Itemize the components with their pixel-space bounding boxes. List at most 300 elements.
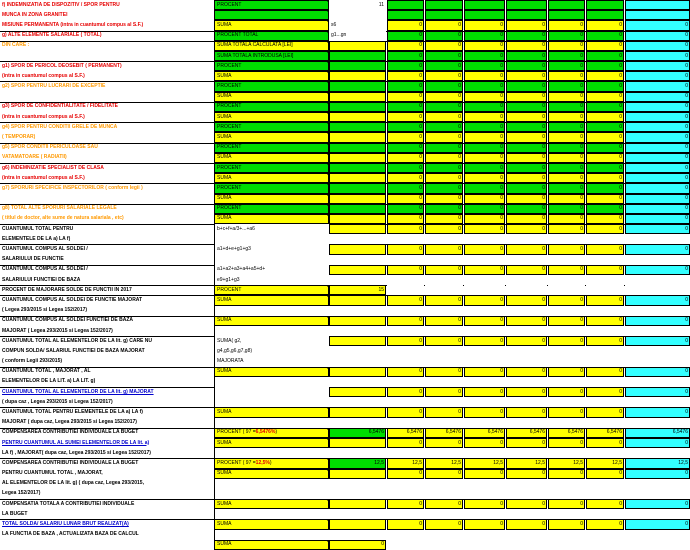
value-type-cell[interactable] <box>214 397 329 407</box>
data-cell[interactable]: 0 <box>548 81 585 91</box>
total-cell[interactable] <box>625 306 690 316</box>
value-type-cell[interactable] <box>214 540 329 550</box>
data-cell[interactable]: 0 <box>387 92 424 102</box>
data-cell[interactable] <box>506 509 547 519</box>
data-cell[interactable]: 0 <box>387 61 424 71</box>
data-cell[interactable] <box>425 397 463 407</box>
total-cell[interactable]: 0 <box>625 122 690 132</box>
data-cell[interactable]: 0 <box>548 469 585 479</box>
data-cell[interactable]: 0 <box>506 143 547 153</box>
data-cell[interactable] <box>387 540 424 550</box>
value-type-cell[interactable] <box>214 92 329 102</box>
data-cell[interactable]: 0 <box>548 214 585 224</box>
data-cell[interactable] <box>548 356 585 366</box>
value-type-cell[interactable] <box>214 458 329 468</box>
input-value-cell[interactable] <box>329 132 386 142</box>
data-cell[interactable]: 0 <box>387 469 424 479</box>
data-cell[interactable] <box>387 306 424 316</box>
data-cell[interactable]: 0 <box>548 519 585 529</box>
data-cell[interactable]: 0 <box>548 71 585 81</box>
data-cell[interactable]: 0 <box>548 204 585 214</box>
input-value-cell[interactable] <box>329 122 386 132</box>
data-cell[interactable]: 0 <box>425 407 463 417</box>
data-cell[interactable] <box>387 448 424 458</box>
data-cell[interactable] <box>548 234 585 244</box>
data-cell[interactable]: 0 <box>425 194 463 204</box>
total-cell[interactable]: 0 <box>625 469 690 479</box>
data-cell[interactable]: 0 <box>464 316 505 326</box>
input-value-cell[interactable] <box>329 367 386 377</box>
data-cell[interactable]: 0 <box>464 183 505 193</box>
data-cell[interactable]: 0 <box>586 132 624 142</box>
data-cell[interactable]: 12,5 <box>387 458 424 468</box>
data-cell[interactable]: 0 <box>586 194 624 204</box>
value-type-cell[interactable] <box>214 387 329 397</box>
data-cell[interactable]: 0 <box>586 265 624 275</box>
data-cell[interactable] <box>586 255 624 265</box>
data-cell[interactable]: 0 <box>425 244 463 254</box>
input-value-cell[interactable] <box>329 407 386 417</box>
data-cell[interactable]: 0 <box>586 469 624 479</box>
data-cell[interactable]: 0 <box>387 519 424 529</box>
data-cell[interactable] <box>387 10 424 20</box>
total-cell[interactable]: 0 <box>625 387 690 397</box>
data-cell[interactable] <box>586 285 624 295</box>
data-cell[interactable]: 0 <box>548 194 585 204</box>
data-cell[interactable] <box>586 418 624 428</box>
data-cell[interactable] <box>586 540 624 550</box>
data-cell[interactable]: 0 <box>464 214 505 224</box>
data-cell[interactable]: 0 <box>425 224 463 234</box>
data-cell[interactable]: 0 <box>548 163 585 173</box>
data-cell[interactable]: 0 <box>506 163 547 173</box>
total-cell[interactable] <box>625 234 690 244</box>
data-cell[interactable]: 0 <box>425 214 463 224</box>
data-cell[interactable]: 0 <box>586 244 624 254</box>
data-cell[interactable]: 6,5476 <box>387 428 424 438</box>
input-value-cell[interactable] <box>329 51 386 61</box>
total-cell[interactable]: 0 <box>625 407 690 417</box>
data-cell[interactable]: 0 <box>506 51 547 61</box>
data-cell[interactable]: 0 <box>586 163 624 173</box>
data-cell[interactable]: 0 <box>387 41 424 51</box>
data-cell[interactable] <box>506 356 547 366</box>
data-cell[interactable] <box>464 448 505 458</box>
data-cell[interactable]: 0 <box>586 438 624 448</box>
data-cell[interactable] <box>586 356 624 366</box>
input-value-cell[interactable] <box>329 204 386 214</box>
data-cell[interactable] <box>464 346 505 356</box>
input-value-cell[interactable] <box>329 183 386 193</box>
input-value-cell[interactable] <box>329 173 386 183</box>
value-type-cell[interactable] <box>214 295 329 305</box>
data-cell[interactable]: 0 <box>506 295 547 305</box>
value-type-cell[interactable] <box>214 51 329 61</box>
value-type-cell[interactable] <box>214 346 329 356</box>
data-cell[interactable]: 0 <box>425 163 463 173</box>
data-cell[interactable]: 0 <box>425 81 463 91</box>
value-type-cell[interactable] <box>214 234 329 244</box>
value-type-cell[interactable] <box>214 509 329 519</box>
data-cell[interactable] <box>506 479 547 489</box>
input-value-cell[interactable] <box>329 356 386 366</box>
data-cell[interactable]: 0 <box>387 153 424 163</box>
data-cell[interactable]: 0 <box>464 163 505 173</box>
data-cell[interactable] <box>464 10 505 20</box>
data-cell[interactable]: 0 <box>586 61 624 71</box>
data-cell[interactable]: 0 <box>464 244 505 254</box>
data-cell[interactable]: 0 <box>425 132 463 142</box>
data-cell[interactable]: 0 <box>387 499 424 509</box>
data-cell[interactable]: 0 <box>586 214 624 224</box>
data-cell[interactable]: 0 <box>548 295 585 305</box>
data-cell[interactable]: 0 <box>387 163 424 173</box>
input-value-cell[interactable] <box>329 509 386 519</box>
data-cell[interactable]: 0 <box>464 224 505 234</box>
data-cell[interactable] <box>425 356 463 366</box>
value-type-cell[interactable] <box>214 0 329 10</box>
data-cell[interactable]: 0 <box>586 102 624 112</box>
data-cell[interactable]: 0 <box>387 194 424 204</box>
data-cell[interactable] <box>506 306 547 316</box>
value-type-cell[interactable] <box>214 10 329 20</box>
total-cell[interactable]: 0 <box>625 316 690 326</box>
data-cell[interactable]: 0 <box>548 143 585 153</box>
input-value-cell[interactable] <box>329 306 386 316</box>
data-cell[interactable]: 0 <box>425 112 463 122</box>
data-cell[interactable] <box>548 255 585 265</box>
data-cell[interactable]: 0 <box>464 295 505 305</box>
total-cell[interactable] <box>625 397 690 407</box>
total-cell[interactable]: 0 <box>625 204 690 214</box>
data-cell[interactable] <box>506 377 547 387</box>
data-cell[interactable] <box>464 0 505 10</box>
data-cell[interactable]: 12,5 <box>464 458 505 468</box>
data-cell[interactable]: 0 <box>586 499 624 509</box>
value-type-cell[interactable] <box>214 71 329 81</box>
value-type-cell[interactable] <box>214 438 329 448</box>
data-cell[interactable]: 0 <box>464 519 505 529</box>
input-value-cell[interactable] <box>329 489 386 499</box>
data-cell[interactable]: 0 <box>586 92 624 102</box>
value-type-cell[interactable] <box>214 448 329 458</box>
data-cell[interactable]: 0 <box>506 41 547 51</box>
data-cell[interactable]: 0 <box>425 499 463 509</box>
total-cell[interactable]: 0 <box>625 41 690 51</box>
data-cell[interactable] <box>425 306 463 316</box>
data-cell[interactable] <box>586 377 624 387</box>
data-cell[interactable]: 0 <box>586 367 624 377</box>
data-cell[interactable]: 0 <box>548 173 585 183</box>
data-cell[interactable]: 0 <box>548 265 585 275</box>
data-cell[interactable]: 0 <box>425 153 463 163</box>
data-cell[interactable] <box>548 377 585 387</box>
data-cell[interactable]: 0 <box>387 336 424 346</box>
value-type-cell[interactable] <box>214 183 329 193</box>
total-cell[interactable]: 6,5476 <box>625 428 690 438</box>
data-cell[interactable] <box>586 234 624 244</box>
input-value-cell[interactable] <box>329 295 386 305</box>
data-cell[interactable]: 0 <box>425 92 463 102</box>
value-type-cell[interactable] <box>214 112 329 122</box>
data-cell[interactable] <box>387 377 424 387</box>
data-cell[interactable]: 0 <box>586 224 624 234</box>
value-type-cell[interactable] <box>214 244 329 254</box>
data-cell[interactable]: 0 <box>586 387 624 397</box>
data-cell[interactable]: 0 <box>506 173 547 183</box>
data-cell[interactable] <box>464 326 505 336</box>
data-cell[interactable]: 0 <box>464 194 505 204</box>
input-value-cell[interactable]: g1...gn <box>329 31 386 41</box>
data-cell[interactable]: 0 <box>464 51 505 61</box>
data-cell[interactable]: 0 <box>387 20 424 30</box>
data-cell[interactable] <box>586 489 624 499</box>
input-value-cell[interactable] <box>329 194 386 204</box>
data-cell[interactable] <box>586 509 624 519</box>
data-cell[interactable]: 0 <box>506 122 547 132</box>
input-value-cell[interactable] <box>329 102 386 112</box>
data-cell[interactable] <box>506 10 547 20</box>
input-value-cell[interactable] <box>329 81 386 91</box>
data-cell[interactable] <box>387 275 424 285</box>
data-cell[interactable] <box>387 418 424 428</box>
value-type-cell[interactable] <box>214 418 329 428</box>
input-value-cell[interactable]: 6,5476 <box>329 428 386 438</box>
data-cell[interactable]: 0 <box>548 153 585 163</box>
data-cell[interactable]: 0 <box>387 367 424 377</box>
data-cell[interactable]: 0 <box>548 122 585 132</box>
total-cell[interactable]: 0 <box>625 183 690 193</box>
value-type-cell[interactable] <box>214 326 329 336</box>
data-cell[interactable]: 0 <box>464 112 505 122</box>
input-value-cell[interactable] <box>329 326 386 336</box>
data-cell[interactable]: 0 <box>506 499 547 509</box>
data-cell[interactable]: 6,5476 <box>548 428 585 438</box>
data-cell[interactable]: 12,5 <box>506 458 547 468</box>
total-cell[interactable]: 0 <box>625 214 690 224</box>
data-cell[interactable]: 0 <box>387 387 424 397</box>
data-cell[interactable]: 0 <box>506 20 547 30</box>
data-cell[interactable]: 0 <box>586 153 624 163</box>
data-cell[interactable] <box>425 0 463 10</box>
total-cell[interactable] <box>625 479 690 489</box>
total-cell[interactable]: 0 <box>625 336 690 346</box>
value-type-cell[interactable] <box>214 316 329 326</box>
data-cell[interactable] <box>586 275 624 285</box>
data-cell[interactable] <box>506 448 547 458</box>
total-cell[interactable] <box>625 0 690 10</box>
data-cell[interactable] <box>506 326 547 336</box>
value-type-cell[interactable] <box>214 61 329 71</box>
data-cell[interactable]: 0 <box>506 71 547 81</box>
data-cell[interactable] <box>506 540 547 550</box>
value-type-cell[interactable] <box>214 499 329 509</box>
data-cell[interactable]: 12,5 <box>425 458 463 468</box>
data-cell[interactable] <box>387 285 424 295</box>
data-cell[interactable] <box>464 377 505 387</box>
total-cell[interactable] <box>625 418 690 428</box>
data-cell[interactable]: 0 <box>387 51 424 61</box>
data-cell[interactable] <box>506 275 547 285</box>
input-value-cell[interactable] <box>329 224 386 234</box>
data-cell[interactable]: 0 <box>506 61 547 71</box>
data-cell[interactable]: 0 <box>586 31 624 41</box>
data-cell[interactable] <box>506 397 547 407</box>
data-cell[interactable]: 0 <box>387 438 424 448</box>
data-cell[interactable] <box>464 540 505 550</box>
input-value-cell[interactable] <box>329 10 386 20</box>
input-value-cell[interactable]: 0 <box>329 540 386 550</box>
data-cell[interactable]: 0 <box>548 407 585 417</box>
data-cell[interactable]: 0 <box>548 244 585 254</box>
data-cell[interactable]: 0 <box>586 81 624 91</box>
data-cell[interactable] <box>387 0 424 10</box>
data-cell[interactable]: 0 <box>548 61 585 71</box>
data-cell[interactable] <box>387 509 424 519</box>
value-type-cell[interactable] <box>214 31 329 41</box>
data-cell[interactable]: 0 <box>464 132 505 142</box>
data-cell[interactable]: 0 <box>425 61 463 71</box>
data-cell[interactable]: 0 <box>387 214 424 224</box>
data-cell[interactable]: 0 <box>425 265 463 275</box>
data-cell[interactable]: 0 <box>548 367 585 377</box>
input-value-cell[interactable] <box>329 530 386 540</box>
data-cell[interactable]: 0 <box>387 204 424 214</box>
data-cell[interactable]: 6,5476 <box>586 428 624 438</box>
value-type-cell[interactable] <box>214 41 329 51</box>
value-type-cell[interactable] <box>214 530 329 540</box>
data-cell[interactable]: 0 <box>425 31 463 41</box>
data-cell[interactable] <box>464 306 505 316</box>
data-cell[interactable] <box>506 285 547 295</box>
data-cell[interactable]: 0 <box>506 316 547 326</box>
data-cell[interactable]: 12,5 <box>548 458 585 468</box>
data-cell[interactable]: 0 <box>464 153 505 163</box>
data-cell[interactable] <box>425 275 463 285</box>
data-cell[interactable] <box>506 530 547 540</box>
data-cell[interactable] <box>387 255 424 265</box>
total-cell[interactable] <box>625 540 690 550</box>
value-type-cell[interactable] <box>214 122 329 132</box>
total-cell[interactable]: 0 <box>625 31 690 41</box>
data-cell[interactable] <box>586 397 624 407</box>
data-cell[interactable] <box>548 285 585 295</box>
data-cell[interactable] <box>586 0 624 10</box>
input-value-cell[interactable] <box>329 112 386 122</box>
data-cell[interactable]: 0 <box>548 102 585 112</box>
data-cell[interactable]: 0 <box>548 224 585 234</box>
data-cell[interactable]: 0 <box>464 92 505 102</box>
value-type-cell[interactable] <box>214 519 329 529</box>
data-cell[interactable]: 0 <box>464 143 505 153</box>
data-cell[interactable]: 0 <box>425 102 463 112</box>
total-cell[interactable] <box>625 346 690 356</box>
value-type-cell[interactable] <box>214 20 329 30</box>
data-cell[interactable]: 0 <box>506 224 547 234</box>
total-cell[interactable]: 0 <box>625 438 690 448</box>
data-cell[interactable] <box>387 489 424 499</box>
data-cell[interactable]: 0 <box>387 31 424 41</box>
input-value-cell[interactable] <box>329 92 386 102</box>
data-cell[interactable] <box>506 0 547 10</box>
data-cell[interactable]: 0 <box>506 31 547 41</box>
value-type-cell[interactable] <box>214 356 329 366</box>
data-cell[interactable]: 0 <box>464 499 505 509</box>
data-cell[interactable] <box>586 448 624 458</box>
data-cell[interactable]: 0 <box>548 438 585 448</box>
total-cell[interactable]: 0 <box>625 173 690 183</box>
data-cell[interactable] <box>586 479 624 489</box>
data-cell[interactable]: 0 <box>464 173 505 183</box>
data-cell[interactable]: 0 <box>548 31 585 41</box>
total-cell[interactable]: 12,5 <box>625 458 690 468</box>
data-cell[interactable]: 12,5 <box>586 458 624 468</box>
data-cell[interactable] <box>548 0 585 10</box>
data-cell[interactable]: 0 <box>506 367 547 377</box>
data-cell[interactable]: 0 <box>425 387 463 397</box>
input-value-cell[interactable] <box>329 265 386 275</box>
input-value-cell[interactable] <box>329 316 386 326</box>
input-value-cell[interactable] <box>329 71 386 81</box>
data-cell[interactable]: 0 <box>586 407 624 417</box>
data-cell[interactable]: 0 <box>548 41 585 51</box>
data-cell[interactable]: 0 <box>548 132 585 142</box>
data-cell[interactable] <box>464 397 505 407</box>
data-cell[interactable]: 0 <box>586 71 624 81</box>
input-value-cell[interactable] <box>329 519 386 529</box>
value-type-cell[interactable] <box>214 102 329 112</box>
input-value-cell[interactable] <box>329 346 386 356</box>
data-cell[interactable]: 0 <box>548 112 585 122</box>
data-cell[interactable]: 0 <box>464 81 505 91</box>
data-cell[interactable] <box>387 530 424 540</box>
data-cell[interactable] <box>464 479 505 489</box>
data-cell[interactable]: 0 <box>387 132 424 142</box>
data-cell[interactable] <box>425 326 463 336</box>
data-cell[interactable] <box>425 346 463 356</box>
total-cell[interactable]: 0 <box>625 143 690 153</box>
data-cell[interactable]: 0 <box>387 244 424 254</box>
data-cell[interactable]: 0 <box>464 61 505 71</box>
data-cell[interactable]: 0 <box>387 183 424 193</box>
input-value-cell[interactable] <box>329 336 386 346</box>
input-value-cell[interactable] <box>329 61 386 71</box>
input-value-cell[interactable] <box>329 214 386 224</box>
input-value-cell[interactable] <box>329 244 386 254</box>
data-cell[interactable]: 0 <box>464 367 505 377</box>
value-type-cell[interactable] <box>214 143 329 153</box>
input-value-cell[interactable] <box>329 153 386 163</box>
total-cell[interactable]: 0 <box>625 499 690 509</box>
value-type-cell[interactable] <box>214 265 329 275</box>
data-cell[interactable]: 0 <box>586 51 624 61</box>
input-value-cell[interactable] <box>329 479 386 489</box>
data-cell[interactable] <box>506 346 547 356</box>
data-cell[interactable] <box>387 234 424 244</box>
input-value-cell[interactable] <box>329 438 386 448</box>
value-type-cell[interactable] <box>214 285 329 295</box>
data-cell[interactable]: 6,5476 <box>506 428 547 438</box>
total-cell[interactable]: 0 <box>625 265 690 275</box>
data-cell[interactable]: 0 <box>548 51 585 61</box>
data-cell[interactable]: 0 <box>425 183 463 193</box>
data-cell[interactable]: 0 <box>586 122 624 132</box>
total-cell[interactable] <box>625 530 690 540</box>
data-cell[interactable] <box>548 326 585 336</box>
value-type-cell[interactable] <box>214 255 329 265</box>
input-value-cell[interactable] <box>329 387 386 397</box>
total-cell[interactable] <box>625 377 690 387</box>
